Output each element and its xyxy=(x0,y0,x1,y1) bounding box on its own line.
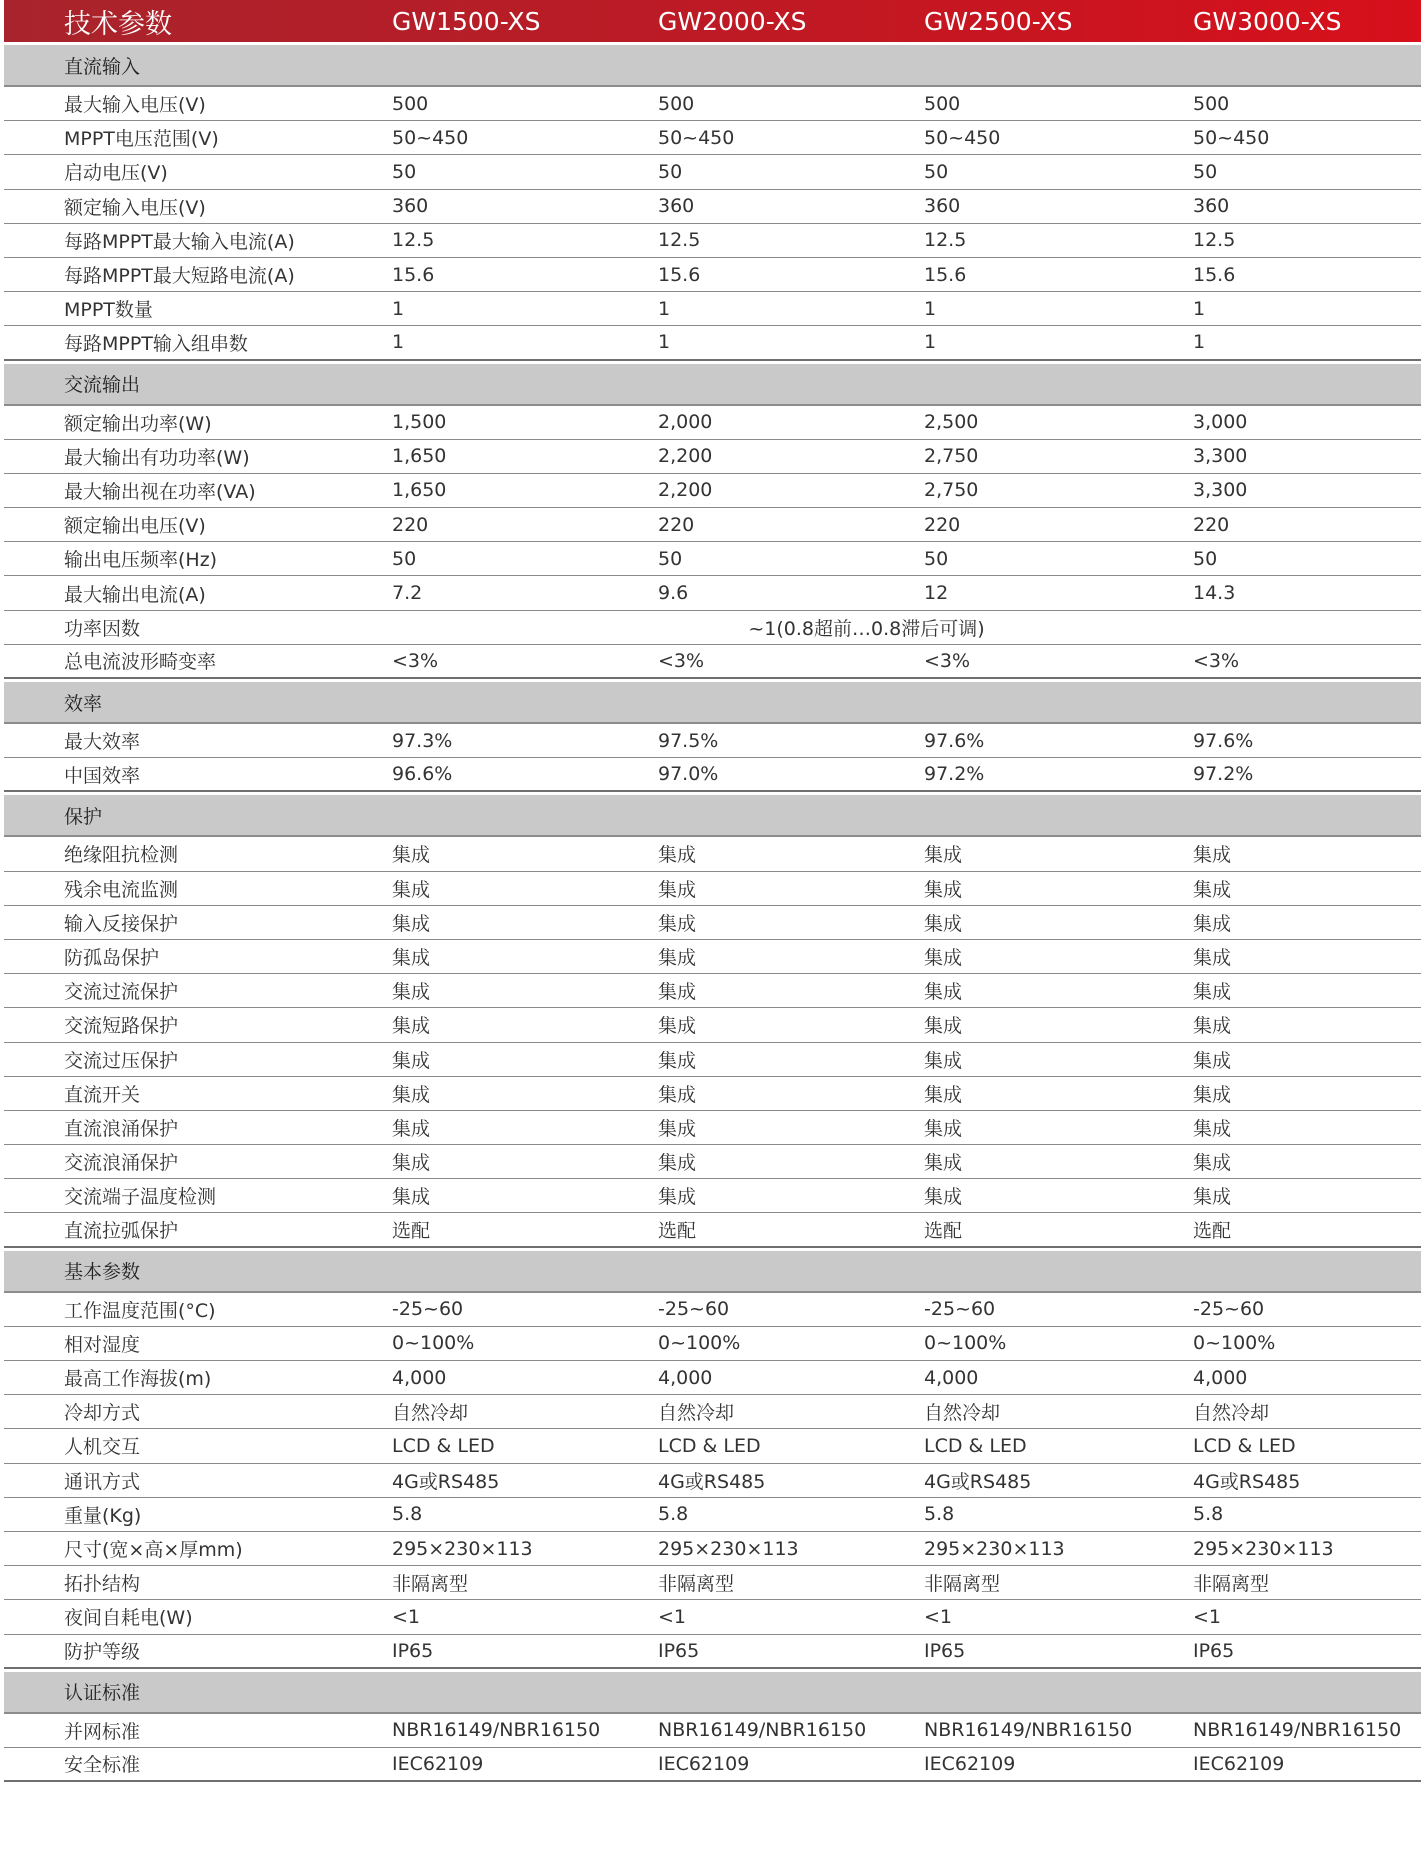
section-header xyxy=(4,795,1421,837)
row-value: 5.8 xyxy=(924,1503,955,1526)
row-value: 12.5 xyxy=(392,229,435,252)
table-row xyxy=(4,87,1421,121)
row-value: 50~450 xyxy=(658,126,735,149)
row-value: 1,500 xyxy=(392,411,447,434)
row-value: 97.2% xyxy=(1193,763,1254,786)
row-label: 最大输出电流(A) xyxy=(64,583,206,606)
table-row xyxy=(4,1748,1421,1782)
table-row xyxy=(4,1327,1421,1361)
table-row xyxy=(4,576,1421,610)
row-value: 96.6% xyxy=(392,763,453,786)
row-value: -25~60 xyxy=(658,1298,730,1321)
row-value: 集成 xyxy=(392,1186,431,1209)
row-value: 0~100% xyxy=(924,1332,1007,1355)
row-value: 1 xyxy=(924,331,937,354)
row-label: 功率因数 xyxy=(64,617,141,640)
row-value: NBR16149/NBR16150 xyxy=(658,1719,867,1742)
row-label: 直流开关 xyxy=(64,1083,141,1106)
table-row xyxy=(4,1077,1421,1111)
row-value: 50 xyxy=(658,160,683,183)
section-header xyxy=(4,1251,1421,1293)
row-value: 集成 xyxy=(1193,912,1232,935)
row-label: 夜间自耗电(W) xyxy=(64,1607,193,1630)
table-row xyxy=(4,155,1421,189)
row-label: 最大输出有功功率(W) xyxy=(64,446,250,469)
row-value: 15.6 xyxy=(658,263,701,286)
row-value: 220 xyxy=(924,513,961,536)
row-value: 4G或RS485 xyxy=(924,1470,1032,1493)
row-value: 集成 xyxy=(658,844,697,867)
row-value: 50~450 xyxy=(924,126,1001,149)
row-value-span: ~1(0.8超前…0.8滞后可调) xyxy=(748,617,985,640)
table-title: 技术参数 xyxy=(64,8,172,40)
row-value: 500 xyxy=(924,92,961,115)
table-row xyxy=(4,224,1421,258)
table-row xyxy=(4,974,1421,1008)
table-row xyxy=(4,1395,1421,1429)
row-value: 选配 xyxy=(658,1220,697,1243)
row-value: 1 xyxy=(658,331,671,354)
spec-section xyxy=(4,1251,1421,1669)
row-label: 防护等级 xyxy=(64,1641,141,1664)
row-value: 集成 xyxy=(924,844,963,867)
row-value: 集成 xyxy=(1193,1049,1232,1072)
row-value: 集成 xyxy=(924,1015,963,1038)
row-label: 尺寸(宽×高×厚mm) xyxy=(64,1539,243,1562)
row-label: 交流过压保护 xyxy=(64,1049,179,1072)
row-value: 295×230×113 xyxy=(924,1537,1065,1560)
row-label: 直流浪涌保护 xyxy=(64,1117,179,1140)
row-value: 1 xyxy=(1193,331,1206,354)
row-value: 集成 xyxy=(1193,1186,1232,1209)
row-value: 2,200 xyxy=(658,445,713,468)
row-label: 额定输入电压(V) xyxy=(64,196,206,219)
row-label: 总电流波形畸变率 xyxy=(64,651,217,674)
row-value: 360 xyxy=(1193,195,1230,218)
row-label: 残余电流监测 xyxy=(64,878,179,901)
table-row xyxy=(4,1179,1421,1213)
row-label: 并网标准 xyxy=(64,1720,141,1743)
row-value: 12.5 xyxy=(1193,229,1236,252)
table-row xyxy=(4,1145,1421,1179)
row-value: 50 xyxy=(392,547,417,570)
row-value: -25~60 xyxy=(392,1298,464,1321)
row-value: 50 xyxy=(1193,547,1218,570)
row-value: 集成 xyxy=(658,1049,697,1072)
row-value: 4G或RS485 xyxy=(1193,1470,1301,1493)
row-value: 集成 xyxy=(1193,844,1232,867)
row-value: 集成 xyxy=(924,947,963,970)
row-value: 5.8 xyxy=(1193,1503,1224,1526)
row-value: 集成 xyxy=(1193,947,1232,970)
row-value: 220 xyxy=(1193,513,1230,536)
row-label: 防孤岛保护 xyxy=(64,947,160,970)
row-value: 500 xyxy=(658,92,695,115)
row-value: 1 xyxy=(392,297,405,320)
row-value: NBR16149/NBR16150 xyxy=(392,1719,601,1742)
table-row xyxy=(4,1566,1421,1600)
row-value: <1 xyxy=(924,1605,953,1628)
row-value: 集成 xyxy=(658,1117,697,1140)
row-value: 9.6 xyxy=(658,582,689,605)
model-column-header: GW2500-XS xyxy=(924,6,1073,36)
row-value: 集成 xyxy=(924,1152,963,1175)
row-value: 集成 xyxy=(1193,878,1232,901)
row-value: 集成 xyxy=(924,1117,963,1140)
row-value: 集成 xyxy=(392,844,431,867)
table-row xyxy=(4,1600,1421,1634)
table-row xyxy=(4,1043,1421,1077)
row-value: 0~100% xyxy=(1193,1332,1276,1355)
table-row xyxy=(4,292,1421,326)
row-label: 最大输出视在功率(VA) xyxy=(64,480,256,503)
row-value: 295×230×113 xyxy=(1193,1537,1334,1560)
table-row xyxy=(4,258,1421,292)
row-value: <3% xyxy=(1193,649,1240,672)
row-value: 选配 xyxy=(1193,1220,1232,1243)
spec-section xyxy=(4,364,1421,680)
row-value: 2,750 xyxy=(924,445,979,468)
table-row xyxy=(4,1429,1421,1463)
row-value: 15.6 xyxy=(392,263,435,286)
table-header xyxy=(4,0,1421,42)
table-row xyxy=(4,611,1421,645)
row-value: <3% xyxy=(658,649,705,672)
row-label: 交流短路保护 xyxy=(64,1015,179,1038)
row-value: 12 xyxy=(924,582,949,605)
row-label: 交流端子温度检测 xyxy=(64,1186,217,1209)
section-rows xyxy=(4,724,1421,792)
row-value: 集成 xyxy=(1193,981,1232,1004)
section-title: 保护 xyxy=(64,805,103,828)
section-title: 效率 xyxy=(64,692,103,715)
row-value: 集成 xyxy=(924,1186,963,1209)
row-value: 97.3% xyxy=(392,729,453,752)
table-row xyxy=(4,906,1421,940)
table-row xyxy=(4,940,1421,974)
row-value: 220 xyxy=(658,513,695,536)
row-value: 15.6 xyxy=(1193,263,1236,286)
row-label: 交流过流保护 xyxy=(64,981,179,1004)
section-header xyxy=(4,45,1421,87)
row-value: 0~100% xyxy=(392,1332,475,1355)
row-label: 最大效率 xyxy=(64,731,141,754)
row-label: 最高工作海拔(m) xyxy=(64,1368,212,1391)
row-value: 集成 xyxy=(392,947,431,970)
row-value: 220 xyxy=(392,513,429,536)
table-row xyxy=(4,542,1421,576)
table-row xyxy=(4,1714,1421,1748)
row-value: IEC62109 xyxy=(1193,1752,1285,1775)
row-label: 输出电压频率(Hz) xyxy=(64,549,218,572)
row-value: 集成 xyxy=(1193,1117,1232,1140)
spec-section xyxy=(4,45,1421,361)
table-row xyxy=(4,440,1421,474)
table-row xyxy=(4,872,1421,906)
row-value: LCD & LED xyxy=(1193,1434,1296,1457)
row-value: 集成 xyxy=(658,1186,697,1209)
row-label: MPPT电压范围(V) xyxy=(64,128,219,151)
row-value: 集成 xyxy=(392,912,431,935)
row-value: 集成 xyxy=(1193,1152,1232,1175)
section-rows xyxy=(4,87,1421,361)
row-label: 每路MPPT最大短路电流(A) xyxy=(64,265,295,288)
row-label: 交流浪涌保护 xyxy=(64,1152,179,1175)
spec-sheet xyxy=(4,0,1421,1782)
spec-section xyxy=(4,795,1421,1247)
row-value: 4,000 xyxy=(924,1366,979,1389)
row-value: IP65 xyxy=(1193,1639,1235,1662)
table-row xyxy=(4,837,1421,871)
row-value: 50 xyxy=(392,160,417,183)
section-title: 直流输入 xyxy=(64,55,141,78)
row-value: 非隔离型 xyxy=(658,1573,735,1596)
section-title: 认证标准 xyxy=(64,1682,141,1705)
row-value: NBR16149/NBR16150 xyxy=(1193,1719,1402,1742)
row-label: 人机交互 xyxy=(64,1436,141,1459)
row-value: 集成 xyxy=(1193,1015,1232,1038)
row-value: 集成 xyxy=(924,912,963,935)
row-value: 集成 xyxy=(392,1117,431,1140)
row-value: 295×230×113 xyxy=(392,1537,533,1560)
row-value: 1 xyxy=(658,297,671,320)
row-value: 5.8 xyxy=(658,1503,689,1526)
row-value: 自然冷却 xyxy=(392,1402,469,1425)
row-value: 3,300 xyxy=(1193,445,1248,468)
row-value: 非隔离型 xyxy=(1193,1573,1270,1596)
section-title: 基本参数 xyxy=(64,1261,141,1284)
row-value: 4,000 xyxy=(658,1366,713,1389)
row-value: 4,000 xyxy=(1193,1366,1248,1389)
row-value: 360 xyxy=(658,195,695,218)
row-value: 1 xyxy=(1193,297,1206,320)
row-value: 360 xyxy=(924,195,961,218)
table-row xyxy=(4,326,1421,360)
row-label: 重量(Kg) xyxy=(64,1504,142,1527)
section-rows xyxy=(4,837,1421,1247)
row-label: 绝缘阻抗检测 xyxy=(64,844,179,867)
row-value: 非隔离型 xyxy=(924,1573,1001,1596)
row-value: 1 xyxy=(392,331,405,354)
row-value: NBR16149/NBR16150 xyxy=(924,1719,1133,1742)
row-label: 工作温度范围(°C) xyxy=(64,1299,216,1322)
model-column-header: GW1500-XS xyxy=(392,6,541,36)
row-value: 1,650 xyxy=(392,479,447,502)
row-value: IP65 xyxy=(392,1639,434,1662)
row-value: LCD & LED xyxy=(658,1434,761,1457)
row-value: -25~60 xyxy=(1193,1298,1265,1321)
row-value: <3% xyxy=(924,649,971,672)
model-column-header: GW3000-XS xyxy=(1193,6,1342,36)
row-value: 15.6 xyxy=(924,263,967,286)
table-row xyxy=(4,1293,1421,1327)
row-label: 每路MPPT输入组串数 xyxy=(64,332,248,355)
row-value: 2,000 xyxy=(658,411,713,434)
row-value: 50 xyxy=(924,160,949,183)
row-value: LCD & LED xyxy=(392,1434,495,1457)
row-label: 安全标准 xyxy=(64,1754,141,1777)
row-value: 50 xyxy=(1193,160,1218,183)
row-value: 97.0% xyxy=(658,763,719,786)
row-value: 1,650 xyxy=(392,445,447,468)
row-value: LCD & LED xyxy=(924,1434,1027,1457)
row-value: 非隔离型 xyxy=(392,1573,469,1596)
row-value: 集成 xyxy=(392,878,431,901)
row-value: 97.5% xyxy=(658,729,719,752)
row-value: 1 xyxy=(924,297,937,320)
row-label: 直流拉弧保护 xyxy=(64,1220,179,1243)
row-value: 97.6% xyxy=(924,729,985,752)
table-row xyxy=(4,474,1421,508)
table-row xyxy=(4,1008,1421,1042)
row-value: 14.3 xyxy=(1193,582,1236,605)
row-value: 自然冷却 xyxy=(924,1402,1001,1425)
row-label: 输入反接保护 xyxy=(64,912,179,935)
row-value: 2,200 xyxy=(658,479,713,502)
model-column-header: GW2000-XS xyxy=(658,6,807,36)
row-value: 自然冷却 xyxy=(658,1402,735,1425)
row-label: 中国效率 xyxy=(64,764,141,787)
row-label: 启动电压(V) xyxy=(64,162,168,185)
row-value: 3,000 xyxy=(1193,411,1248,434)
row-value: 集成 xyxy=(924,981,963,1004)
table-row xyxy=(4,121,1421,155)
row-value: 4G或RS485 xyxy=(392,1470,500,1493)
row-value: 12.5 xyxy=(924,229,967,252)
row-value: 500 xyxy=(392,92,429,115)
row-value: 97.2% xyxy=(924,763,985,786)
table-row xyxy=(4,406,1421,440)
row-value: 4G或RS485 xyxy=(658,1470,766,1493)
row-value: <1 xyxy=(392,1605,421,1628)
row-value: 集成 xyxy=(392,1015,431,1038)
row-value: 集成 xyxy=(658,912,697,935)
row-value: IEC62109 xyxy=(658,1752,750,1775)
row-value: 集成 xyxy=(658,878,697,901)
row-value: IEC62109 xyxy=(924,1752,1016,1775)
row-value: 集成 xyxy=(924,1083,963,1106)
table-row xyxy=(4,1498,1421,1532)
table-row xyxy=(4,1213,1421,1247)
table-row xyxy=(4,645,1421,679)
row-label: 通讯方式 xyxy=(64,1470,141,1493)
row-value: 50~450 xyxy=(392,126,469,149)
table-row xyxy=(4,1635,1421,1669)
row-value: 97.6% xyxy=(1193,729,1254,752)
row-value: 自然冷却 xyxy=(1193,1402,1270,1425)
row-value: 集成 xyxy=(924,878,963,901)
row-value: 2,750 xyxy=(924,479,979,502)
row-value: <1 xyxy=(1193,1605,1222,1628)
table-row xyxy=(4,758,1421,792)
row-value: 集成 xyxy=(658,1015,697,1038)
row-value: 集成 xyxy=(658,981,697,1004)
row-value: 3,300 xyxy=(1193,479,1248,502)
row-label: 额定输出电压(V) xyxy=(64,515,206,538)
row-value: IP65 xyxy=(924,1639,966,1662)
row-value: 295×230×113 xyxy=(658,1537,799,1560)
section-header xyxy=(4,682,1421,724)
section-rows xyxy=(4,1714,1421,1782)
table-row xyxy=(4,1111,1421,1145)
row-value: 2,500 xyxy=(924,411,979,434)
section-header xyxy=(4,1672,1421,1714)
row-value: 集成 xyxy=(392,981,431,1004)
row-value: 选配 xyxy=(924,1220,963,1243)
section-rows xyxy=(4,406,1421,680)
row-value: 50 xyxy=(924,547,949,570)
row-value: 50 xyxy=(658,547,683,570)
row-value: 0~100% xyxy=(658,1332,741,1355)
section-rows xyxy=(4,1293,1421,1669)
row-label: 最大输入电压(V) xyxy=(64,94,206,117)
row-value: 集成 xyxy=(658,947,697,970)
row-value: 集成 xyxy=(392,1152,431,1175)
row-value: 360 xyxy=(392,195,429,218)
spec-section xyxy=(4,1672,1421,1782)
row-value: 集成 xyxy=(658,1152,697,1175)
row-value: 7.2 xyxy=(392,582,423,605)
row-label: 冷却方式 xyxy=(64,1402,141,1425)
row-value: 选配 xyxy=(392,1220,431,1243)
row-label: 额定输出功率(W) xyxy=(64,412,212,435)
row-value: 集成 xyxy=(1193,1083,1232,1106)
section-title: 交流输出 xyxy=(64,374,141,396)
row-label: 每路MPPT最大输入电流(A) xyxy=(64,230,295,253)
row-label: 拓扑结构 xyxy=(64,1573,141,1596)
table-row xyxy=(4,1361,1421,1395)
table-row xyxy=(4,724,1421,758)
row-value: 12.5 xyxy=(658,229,701,252)
row-value: IP65 xyxy=(658,1639,700,1662)
row-value: <3% xyxy=(392,649,439,672)
row-value: 4,000 xyxy=(392,1366,447,1389)
table-row xyxy=(4,190,1421,224)
table-row xyxy=(4,1532,1421,1566)
row-value: 500 xyxy=(1193,92,1230,115)
row-value: 集成 xyxy=(392,1049,431,1072)
section-header xyxy=(4,364,1421,406)
spec-section xyxy=(4,682,1421,792)
row-value: 集成 xyxy=(658,1083,697,1106)
row-value: 50~450 xyxy=(1193,126,1270,149)
row-value: <1 xyxy=(658,1605,687,1628)
row-label: 相对湿度 xyxy=(64,1333,141,1356)
row-value: -25~60 xyxy=(924,1298,996,1321)
row-value: IEC62109 xyxy=(392,1752,484,1775)
row-value: 5.8 xyxy=(392,1503,423,1526)
row-value: 集成 xyxy=(392,1083,431,1106)
table-row xyxy=(4,1464,1421,1498)
spec-table-body xyxy=(4,45,1421,1782)
table-row xyxy=(4,508,1421,542)
row-label: MPPT数量 xyxy=(64,299,153,322)
row-value: 集成 xyxy=(924,1049,963,1072)
